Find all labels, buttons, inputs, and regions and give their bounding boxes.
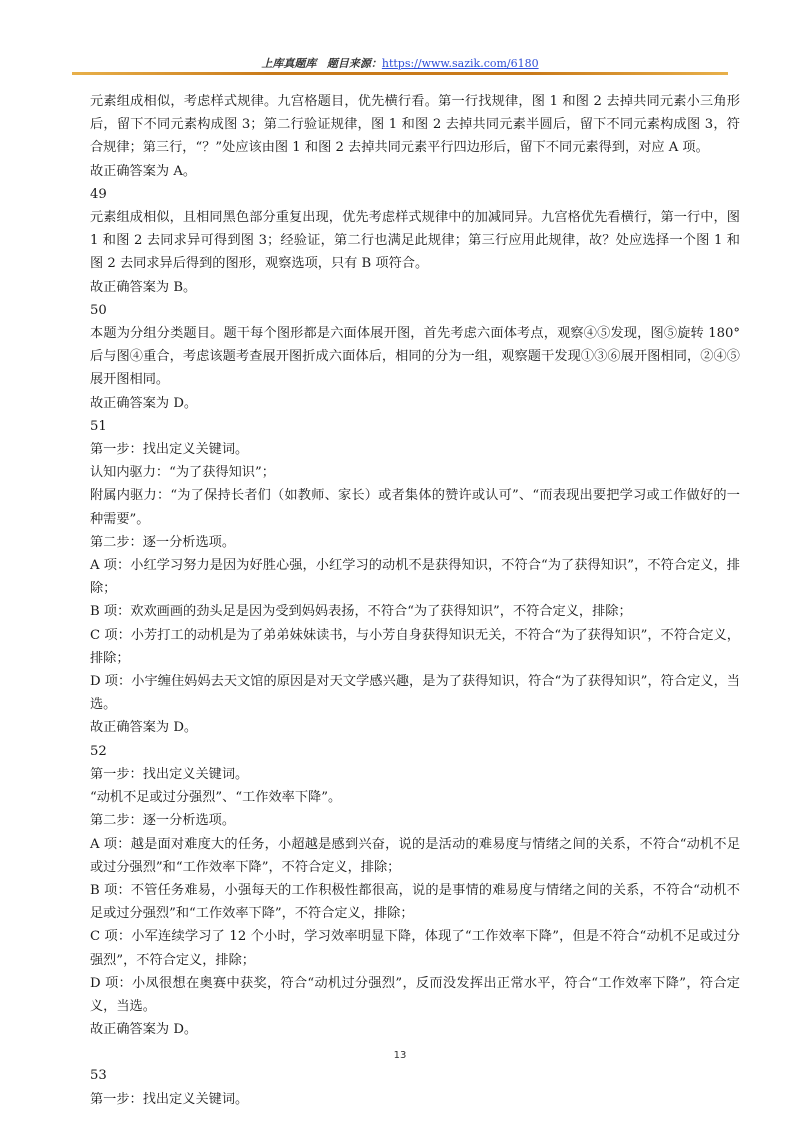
q51-option-d: D 项：小宇缠住妈妈去天文馆的原因是对天文学感兴趣，是为了获得知识，符合“为了获得知识”，符合定义，当选。	[90, 674, 740, 713]
q51-step2: 第二步：逐一分析选项。	[90, 534, 236, 550]
document-body	[90, 90, 740, 1111]
q53-step1: 第一步：找出定义关键词。	[90, 1091, 249, 1107]
q52-step1: 第一步：找出定义关键词。	[90, 766, 249, 782]
q50-answer: 故正确答案为 D。	[90, 395, 198, 411]
q52-keywords: “动机不足或过分强烈”、“工作效率下降”。	[90, 790, 342, 806]
q48-analysis: 元素组成相似，考虑样式规律。九宫格题目，优先横行看。第一行找规律，图 1 和图 2 去掉共同元素小三角形后，留下不同元素构成图 3；第二行验证规律，图 1 和图 2 去掉共同元素半圆后，留下不同元素构成图 3，符合规律；第三行，“？”处应该由图 1 和图 2 去掉共同元素平行四边形后，留下不同元素得到，对应 A 项。	[90, 94, 740, 156]
q50-number: 50	[90, 302, 107, 318]
q51-option-b: B 项：欢欢画画的劲头足是因为受到妈妈表扬，不符合“为了获得知识”，不符合定义，排除；	[90, 604, 632, 620]
q51-answer: 故正确答案为 D。	[90, 720, 198, 736]
q51-option-c: C 项：小芳打工的动机是为了弟弟妹妹读书，与小芳自身获得知识无关，不符合“为了获得知识”，不符合定义，排除；	[90, 627, 740, 666]
q52-option-d: D 项：小凤很想在奥赛中获奖，符合“动机过分强烈”，反而没发挥出正常水平，符合“工作效率下降”，符合定义，当选。	[90, 975, 740, 1014]
q52-option-b: B 项：不管任务难易，小强每天的工作积极性都很高，说的是事情的难易度与情绪之间的关系，不符合“动机不足或过分强烈”和“工作效率下降”，不符合定义，排除；	[90, 882, 740, 922]
header-brand: 上库真题库	[261, 57, 317, 70]
header-label: 题目来源：	[326, 57, 382, 70]
q50-analysis: 本题为分组分类题目。题干每个图形都是六面体展开图，首先考虑六面体考点，观察④⑤发现，图⑤旋转 180°后与图④重合，考虑该题考查展开图折成六面体后，相同的分为一组，观察题干发现①③⑥展开图相同，②④⑤展开图相同。	[90, 326, 740, 388]
q51-affiliative-drive: 附属内驱力：“为了保持长者们（如教师、家长）或者集体的赞许或认可”、“而表现出要把学习或工作做好的一种需要”。	[90, 488, 740, 527]
page-header	[0, 55, 800, 71]
q49-number: 49	[90, 186, 107, 202]
page-number: 13	[393, 1050, 407, 1061]
q51-step1: 第一步：找出定义关键词。	[90, 442, 249, 458]
q52-option-a: A 项：越是面对难度大的任务，小超越是感到兴奋，说的是活动的难易度与情绪之间的关系，不符合“动机不足或过分强烈”和“工作效率下降”，不符合定义，排除；	[90, 836, 740, 875]
q51-cognitive-drive: 认知内驱力：“为了获得知识”；	[90, 465, 275, 481]
q52-step2: 第二步：逐一分析选项。	[90, 813, 236, 829]
q53-number: 53	[90, 1068, 107, 1084]
q51-option-a: A 项：小红学习努力是因为好胜心强，小红学习的动机不是获得知识，不符合“为了获得知识”，不符合定义，排除；	[90, 558, 740, 597]
q48-answer: 故正确答案为 A。	[90, 163, 197, 179]
q52-number: 52	[90, 743, 107, 759]
header-link[interactable]: https://www.sazik.com/6180	[381, 57, 539, 70]
header-divider	[72, 72, 728, 75]
q52-option-c: C 项：小军连续学习了 12 个小时，学习效率明显下降，体现了“工作效率下降”，但是不符合“动机不足或过分强烈”，不符合定义，排除；	[90, 929, 740, 968]
q52-answer: 故正确答案为 D。	[90, 1022, 198, 1038]
q49-answer: 故正确答案为 B。	[90, 279, 197, 295]
q51-number: 51	[90, 418, 107, 434]
q49-analysis: 元素组成相似，且相同黑色部分重复出现，优先考虑样式规律中的加减同异。九宫格优先看横行，第一行中，图 1 和图 2 去同求异可得到图 3；经验证，第二行也满足此规律；第三行应用此规律，故？处应选择一个图 1 和图 2 去同求异后得到的图形，观察选项，只有 B 项符合。	[90, 210, 740, 272]
